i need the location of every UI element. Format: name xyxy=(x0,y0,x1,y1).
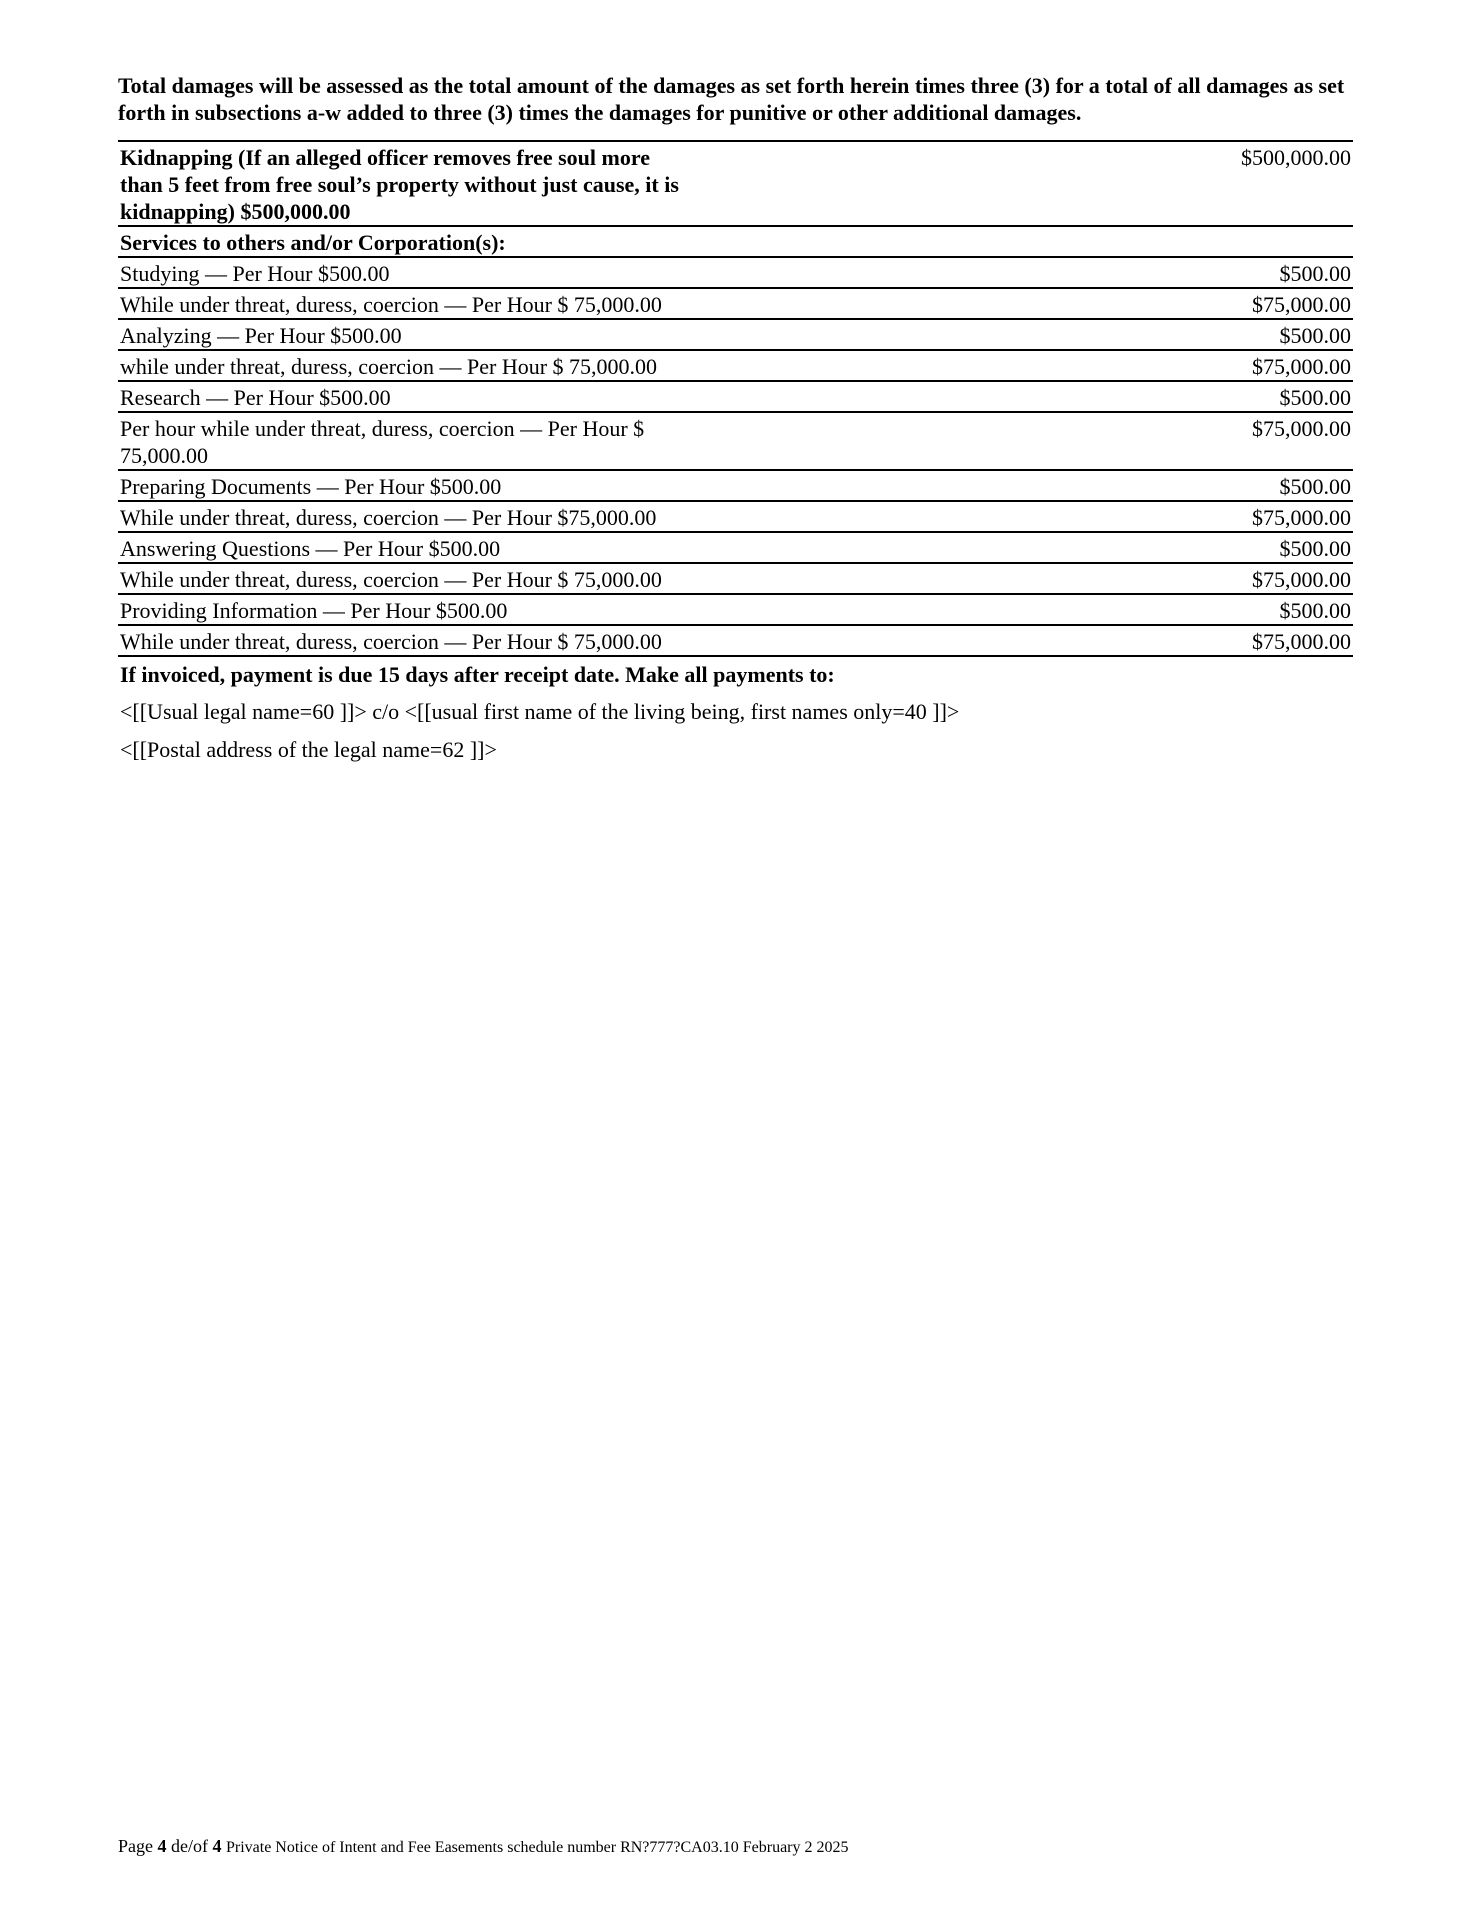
fee-row xyxy=(118,594,1353,625)
fee-row xyxy=(118,563,1353,594)
fee-row-amount: $500.00 xyxy=(1279,261,1351,286)
fee-row-amount: $75,000.00 xyxy=(1252,567,1351,592)
fee-row xyxy=(118,288,1353,319)
fee-schedule-table xyxy=(118,140,1353,657)
fee-row xyxy=(118,257,1353,288)
fee-row-amount: $75,000.00 xyxy=(1252,629,1351,654)
fee-row xyxy=(118,141,1353,226)
fee-row-label: While under threat, duress, coercion — Per Hour $ 75,000.00 xyxy=(120,567,662,592)
fee-row xyxy=(118,470,1353,501)
footer-page-current: 4 xyxy=(157,1836,167,1856)
fee-row xyxy=(118,350,1353,381)
payee-name-line: <[[Usual legal name=60 ]]> c/o <[[usual first name of the living being, first names only=40 ]]> xyxy=(120,699,960,724)
fee-row-label: While under threat, duress, coercion — Per Hour $ 75,000.00 xyxy=(120,629,662,654)
fee-row xyxy=(118,226,1353,257)
footer-page-total: 4 xyxy=(212,1836,222,1856)
fee-row xyxy=(118,532,1353,563)
fee-row-amount: $500.00 xyxy=(1279,536,1351,561)
fee-row-amount: $75,000.00 xyxy=(1252,505,1351,530)
fee-schedule-body xyxy=(118,141,1353,656)
footer-page-word: Page xyxy=(118,1836,153,1856)
fee-row-amount xyxy=(682,226,1353,257)
fee-row xyxy=(118,412,1353,470)
fee-row xyxy=(118,319,1353,350)
fee-row xyxy=(118,625,1353,656)
fee-row-amount: $75,000.00 xyxy=(1252,354,1351,379)
fee-row xyxy=(118,501,1353,532)
fee-row-label: Services to others and/or Corporation(s): xyxy=(120,230,506,255)
fee-row-label: Preparing Documents — Per Hour $500.00 xyxy=(120,474,502,499)
fee-row-amount: $75,000.00 xyxy=(1252,292,1351,317)
fee-row-label: While under threat, duress, coercion — Per Hour $75,000.00 xyxy=(120,505,657,530)
fee-row-label: Per hour while under threat, duress, coercion — Per Hour $ 75,000.00 xyxy=(120,416,645,468)
fee-row xyxy=(118,381,1353,412)
payment-terms-heading: If invoiced, payment is due 15 days after receipt date. Make all payments to: xyxy=(120,662,835,687)
fee-row-label: While under threat, duress, coercion — Per Hour $ 75,000.00 xyxy=(120,292,662,317)
damages-intro-paragraph: Total damages will be assessed as the total amount of the damages as set forth herein times three (3) for a total of all damages as set forth in subsections a-w added to three (3) times the damages for punitive or other additional damages. xyxy=(118,73,1345,125)
fee-row-amount: $500.00 xyxy=(1279,323,1351,348)
footer-de-of: de/of xyxy=(171,1836,208,1856)
fee-row-label: Analyzing — Per Hour $500.00 xyxy=(120,323,402,348)
fee-row-label: Studying — Per Hour $500.00 xyxy=(120,261,390,286)
fee-row-amount: $75,000.00 xyxy=(1252,416,1351,441)
fee-row-label: while under threat, duress, coercion — Per Hour $ 75,000.00 xyxy=(120,354,658,379)
fee-row-amount: $500.00 xyxy=(1279,598,1351,623)
page-footer xyxy=(118,1836,849,1857)
fee-row-amount: $500.00 xyxy=(1279,474,1351,499)
fee-row-label: Answering Questions — Per Hour $500.00 xyxy=(120,536,501,561)
document-page xyxy=(118,72,1353,774)
fee-row-label: Research — Per Hour $500.00 xyxy=(120,385,391,410)
fee-row-amount: $500.00 xyxy=(1279,385,1351,410)
footer-document-info: Private Notice of Intent and Fee Easements schedule number RN?777?CA03.10 February 2 2025 xyxy=(225,1839,849,1856)
fee-row-label: Providing Information — Per Hour $500.00 xyxy=(120,598,508,623)
fee-row-amount: $500,000.00 xyxy=(1241,145,1351,170)
payee-postal-address-line: <[[Postal address of the legal name=62 ]]> xyxy=(120,737,497,762)
fee-row-label: Kidnapping (If an alleged officer removes free soul more than 5 feet from free soul’s property without just cause, it is kidnapping) $500,000.00 xyxy=(120,145,679,224)
